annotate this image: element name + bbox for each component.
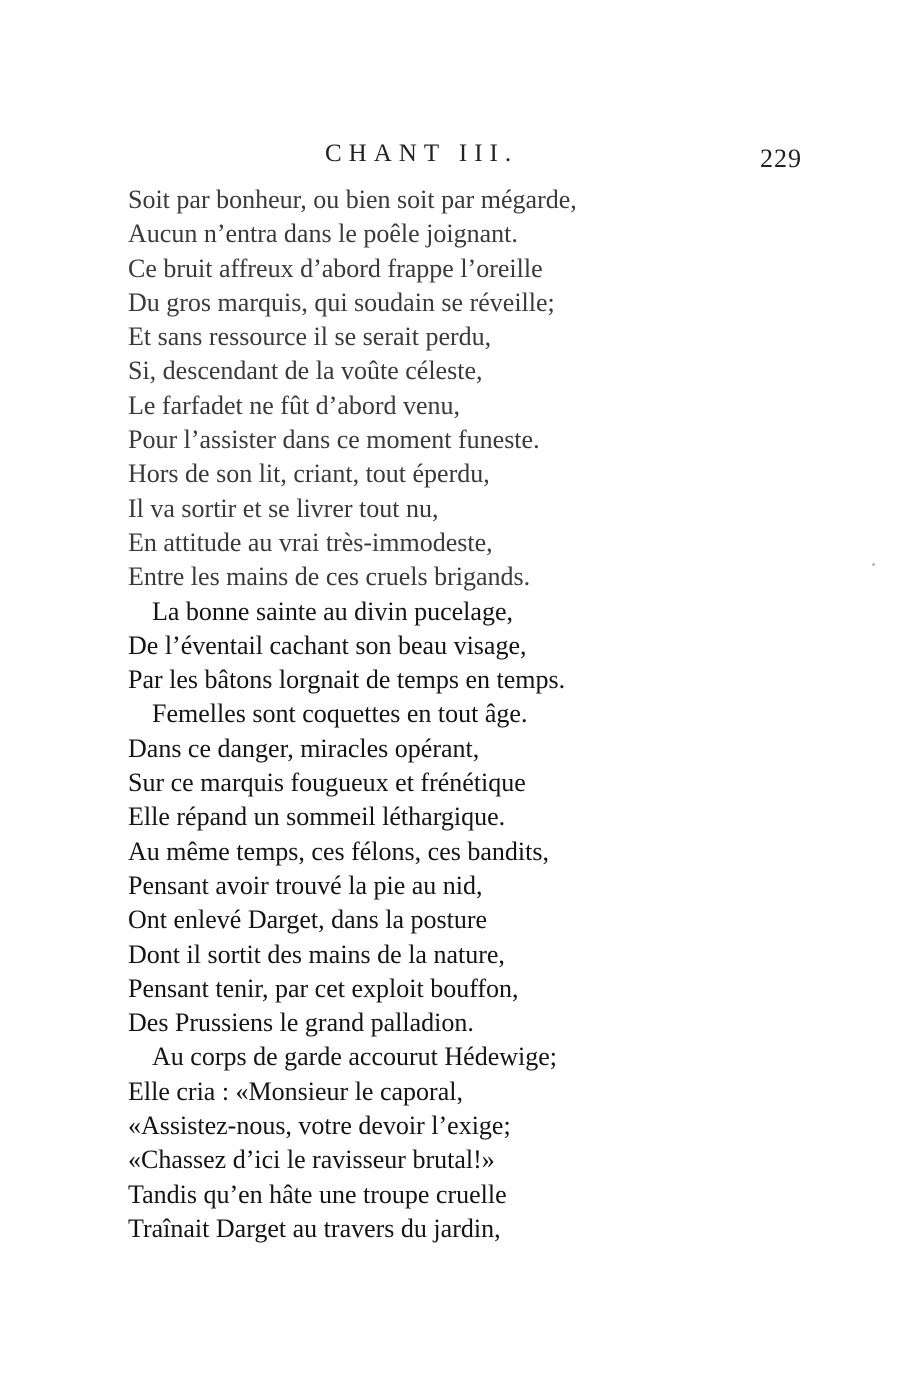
paper-speck	[872, 563, 875, 566]
verse-line: Par les bâtons lorgnait de temps en temps.	[128, 665, 566, 695]
verse-line: Et sans ressource il se serait perdu,	[128, 322, 492, 352]
verse-line: Le farfadet ne fût d’abord venu,	[128, 390, 461, 420]
verse-line: Au même temps, ces félons, ces bandits,	[128, 836, 549, 866]
verse-line: Elle cria : «Monsieur le caporal,	[128, 1076, 463, 1106]
verse-line: Si, descendant de la voûte céleste,	[128, 356, 483, 386]
verse-line: Femelles sont coquettes en tout âge.	[152, 699, 528, 729]
verse-line: Ce bruit affreux d’abord frappe l’oreille	[128, 253, 543, 283]
verse-line: Entre les mains de ces cruels brigands.	[128, 562, 531, 592]
verse-line: Il va sortir et se livrer tout nu,	[128, 493, 439, 523]
verse-line: Aucun n’entra dans le poêle joignant.	[128, 219, 518, 249]
verse-line: En attitude au vrai très-immodeste,	[128, 527, 493, 557]
verse-line: Ont enlevé Darget, dans la posture	[128, 905, 488, 935]
running-head	[0, 140, 900, 174]
verse-line: Hors de son lit, criant, tout éperdu,	[128, 459, 490, 489]
verse-line: Au corps de garde accourut Hédewige;	[152, 1042, 557, 1072]
verse-line: «Chassez d’ici le ravisseur brutal!»	[128, 1145, 495, 1175]
verse-line: Dans ce danger, miracles opérant,	[128, 733, 480, 763]
verse-line: Pensant tenir, par cet exploit bouffon,	[128, 973, 519, 1003]
poem-text	[128, 183, 748, 1246]
verse-line: Tandis qu’en hâte une troupe cruelle	[128, 1179, 507, 1209]
verse-line: Elle répand un sommeil léthargique.	[128, 802, 506, 832]
verse-line: La bonne sainte au divin pucelage,	[152, 596, 513, 626]
verse-line: «Assistez-nous, votre devoir l’exige;	[128, 1111, 511, 1141]
verse-line: De l’éventail cachant son beau visage,	[128, 630, 527, 660]
verse-line: Soit par bonheur, ou bien soit par mégarde,	[128, 185, 577, 214]
verse-line: Pour l’assister dans ce moment funeste.	[128, 425, 540, 455]
verse-line: Traînait Darget au travers du jardin,	[128, 1213, 501, 1243]
verse-line: Du gros marquis, qui soudain se réveille;	[128, 287, 555, 317]
verse-line: Sur ce marquis fougueux et frénétique	[128, 768, 526, 798]
verse-line: Dont il sortit des mains de la nature,	[128, 939, 505, 969]
chapter-title: CHANT III.	[325, 140, 519, 167]
verse-line: Des Prussiens le grand palladion.	[128, 1008, 474, 1038]
page-number: 229	[760, 144, 802, 173]
verse-line: Pensant avoir trouvé la pie au nid,	[128, 870, 483, 900]
